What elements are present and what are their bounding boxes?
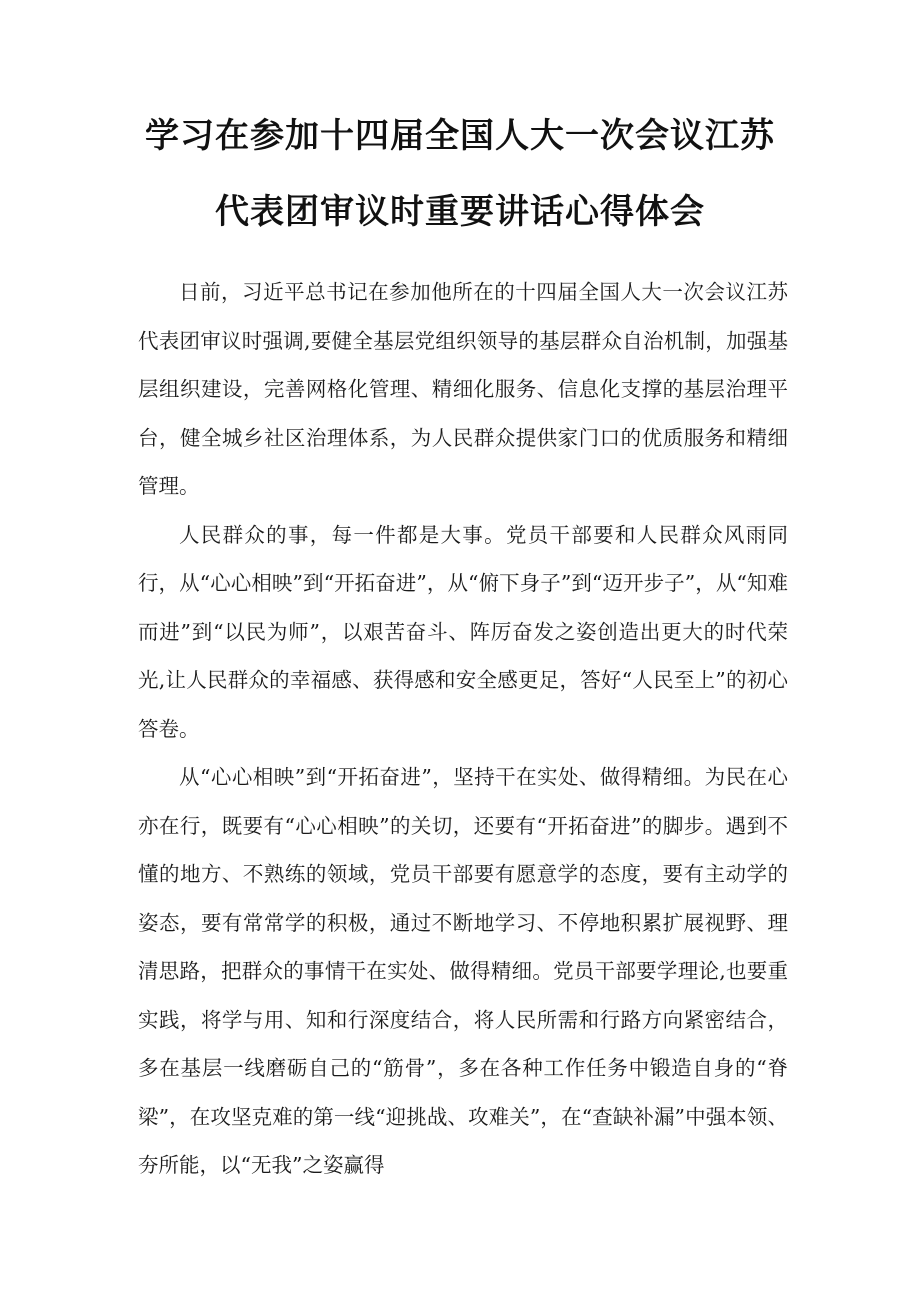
paragraph-1: 日前，习近平总书记在参加他所在的十四届全国人大一次会议江苏代表团审议时强调,要健全基层党组织领导的基层群众自治机制，加强基层组织建设，完善网格化管理、精细化服务、信息化支撑的基层治理平台，健全城乡社区治理体系，为人民群众提供家门口的优质服务和精细管理。 [138, 280, 788, 498]
document-body [138, 268, 788, 1190]
paragraph-3: 从“心心相映”到“开拓奋进”，坚持干在实处、做得精细。为民在心亦在行，既要有“心心相映”的关切，还要有“开拓奋进”的脚步。遇到不懂的地方、不熟练的领域，党员干部要有愿意学的态度，要有主动学的姿态，要有常常学的积极，通过不断地学习、不停地积累扩展视野、理清思路，把群众的事情干在实处、做得精细。党员干部要学理论,也要重实践，将学与用、知和行深度结合，将人民所需和行路方向紧密结合，多在基层一线磨砺自己的“筋骨”，多在各种工作任务中锻造自身的“脊梁”，在攻坚克难的第一线“迎挑战、攻难关”，在“查缺补漏”中强本领、夯所能，以“无我”之姿赢得 [138, 765, 788, 1177]
paragraph-2: 人民群众的事，每一件都是大事。党员干部要和人民群众风雨同行，从“心心相映”到“开拓奋进”，从“俯下身子”到“迈开步子”，从“知难而进”到“以民为师”，以艰苦奋斗、阵厉奋发之姿创造出更大的时代荣光,让人民群众的幸福感、获得感和安全感更足，答好“人民至上”的初心答卷。 [138, 522, 788, 741]
document-title-line-1: 学习在参加十四届全国人大一次会议江苏 [145, 116, 775, 156]
document-title-line-2: 代表团审议时重要讲话心得体会 [215, 192, 705, 232]
